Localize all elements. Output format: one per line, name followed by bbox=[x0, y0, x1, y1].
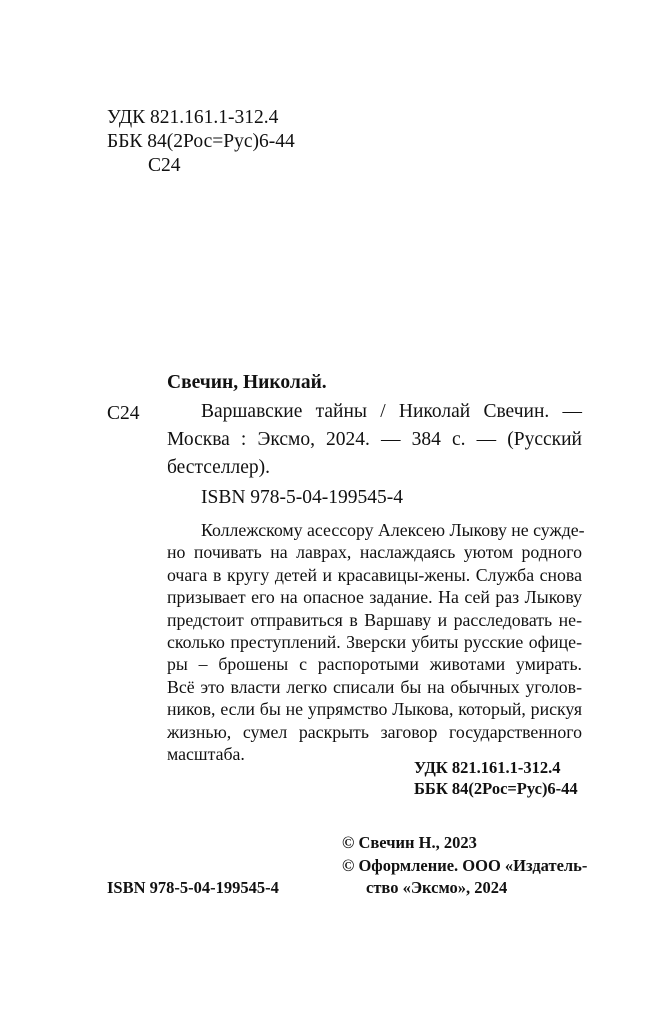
author-mark-top: С24 bbox=[148, 155, 181, 176]
copyright-author: © Свечин Н., 2023 bbox=[342, 833, 477, 852]
author-heading: Свечин, Николай. bbox=[167, 372, 327, 393]
annotation-line: масштаба. bbox=[167, 743, 245, 764]
bibliographic-description bbox=[167, 398, 582, 482]
annotation bbox=[167, 519, 585, 765]
bbk-code-bottom: ББК 84(2Рос=Рус)6-44 bbox=[414, 779, 578, 798]
isbn-footer: ISBN 978-5-04-199545-4 bbox=[107, 878, 279, 897]
annotation-line: предстоит отправиться в Варшаву и расследовать не- bbox=[167, 609, 582, 630]
annotation-line: но почивать на лаврах, наслаждаясь уютом родного bbox=[167, 542, 582, 563]
annotation-line: Всё это власти легко списали бы на обычных уголов- bbox=[167, 676, 582, 697]
annotation-line: призывает его на опасное задание. На сей раз Лыкову bbox=[167, 587, 582, 608]
isbn-entry: ISBN 978-5-04-199545-4 bbox=[201, 487, 404, 508]
author-mark-entry: С24 bbox=[107, 403, 140, 424]
annotation-line: ников, если бы не упрямство Лыкова, который, рискуя bbox=[167, 699, 582, 720]
bibliographic-line: бестселлер). bbox=[167, 457, 271, 478]
udk-code-bottom: УДК 821.161.1-312.4 bbox=[414, 758, 561, 777]
annotation-line: очага в кругу детей и красавицы-жены. Служба снова bbox=[167, 564, 582, 585]
annotation-line: жизнью, сумел раскрыть заговор государственного bbox=[167, 721, 582, 742]
annotation-line: сколько преступлений. Зверски убиты русские офице- bbox=[167, 631, 582, 652]
copyright-design-line: © Оформление. ООО «Издатель- bbox=[342, 856, 588, 875]
bbk-code-top: ББК 84(2Рос=Рус)6-44 bbox=[107, 131, 295, 152]
annotation-line: Коллежскому асессору Алексею Лыкову не сужде- bbox=[201, 520, 585, 540]
annotation-line: ры – брошены с распоротыми животами умирать. bbox=[167, 654, 582, 675]
bibliographic-line: Москва : Эксмо, 2024. — 384 с. — (Русский bbox=[167, 429, 582, 450]
bibliographic-line: Варшавские тайны / Николай Свечин. — bbox=[201, 401, 582, 422]
udk-code-top: УДК 821.161.1-312.4 bbox=[107, 107, 279, 128]
copyright-design-line: ство «Эксмо», 2024 bbox=[366, 878, 508, 897]
